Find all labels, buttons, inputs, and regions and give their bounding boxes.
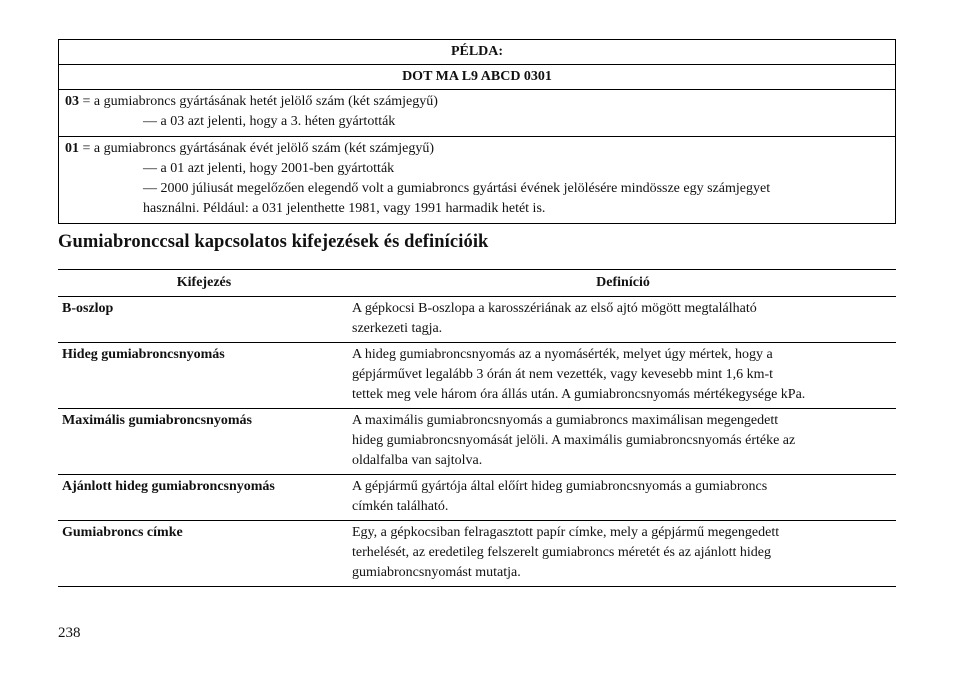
header-definition: Definíció: [350, 270, 896, 297]
definition-cell: [350, 409, 896, 475]
definition-line: terhelését, az eredetileg felszerelt gumiabroncs méretét és az ajánlott hideg: [352, 545, 772, 560]
year-text: = a gumiabroncs gyártásának évét jelölő szám (két számjegyű): [79, 141, 435, 156]
year-line: [65, 139, 889, 159]
term-cell: Hideg gumiabroncsnyomás: [58, 343, 350, 409]
week-text: = a gumiabroncs gyártásának hetét jelölő szám (két számjegyű): [79, 94, 438, 109]
week-definition: [59, 90, 895, 137]
page-number: 238: [58, 625, 81, 641]
definition-line: tettek meg vele három óra állás után. A gumiabroncsnyomás mértékegysége kPa.: [352, 387, 806, 402]
year-detail-1: — a 01 azt jelenti, hogy 2001-ben gyártották: [143, 161, 395, 176]
table-row: [58, 343, 896, 409]
week-line: [65, 92, 889, 112]
dot-code: DOT MA L9 ABCD 0301: [59, 65, 895, 90]
definition-line: A gépjármű gyártója által előírt hideg gumiabroncsnyomás a gumiabroncs: [352, 479, 768, 494]
term-cell: B-oszlop: [58, 297, 350, 343]
table-row: [58, 409, 896, 475]
definition-line: szerkezeti tagja.: [352, 321, 443, 336]
term-cell: Ajánlott hideg gumiabroncsnyomás: [58, 475, 350, 521]
week-detail: — a 03 azt jelenti, hogy a 3. héten gyártották: [143, 114, 396, 129]
example-box: [58, 39, 896, 224]
year-detail-2a: — 2000 júliusát megelőzően elegendő volt a gumiabroncs gyártási évének jelölésére mindössze egy számjegyet: [143, 181, 771, 196]
definition-cell: [350, 521, 896, 587]
year-definition: [59, 137, 895, 223]
table-row: [58, 475, 896, 521]
year-detail-2b: használni. Például: a 031 jelenthette 1981, vagy 1991 harmadik hetét is.: [143, 201, 546, 216]
definition-line: A gépkocsi B-oszlopa a karosszériának az első ajtó mögött megtalálható: [352, 301, 757, 316]
definition-line: A maximális gumiabroncsnyomás a gumiabroncs maximálisan megengedett: [352, 413, 779, 428]
definition-line: gépjárművet legalább 3 órán át nem vezették, vagy kevesebb mint 1,6 km-t: [352, 367, 774, 382]
definition-line: oldalfalba van sajtolva.: [352, 453, 483, 468]
table-row: [58, 521, 896, 587]
year-code: 01: [65, 141, 79, 156]
week-code: 03: [65, 94, 79, 109]
definition-line: Egy, a gépkocsiban felragasztott papír címke, mely a gépjármű megengedett: [352, 525, 780, 540]
term-cell: Maximális gumiabroncsnyomás: [58, 409, 350, 475]
definition-cell: [350, 343, 896, 409]
table-row: [58, 297, 896, 343]
definition-cell: [350, 475, 896, 521]
definition-line: címkén található.: [352, 499, 449, 514]
example-heading: PÉLDA:: [59, 40, 895, 65]
term-cell: Gumiabroncs címke: [62, 525, 183, 540]
section-title: Gumiabronccsal kapcsolatos kifejezések és definícióik: [58, 232, 489, 252]
definition-line: A hideg gumiabroncsnyomás az a nyomásérték, melyet úgy mértek, hogy a: [352, 347, 773, 362]
definition-line: hideg gumiabroncsnyomását jelöli. A maximális gumiabroncsnyomás értéke az: [352, 433, 796, 448]
definition-cell: [350, 297, 896, 343]
terms-header-row: [58, 270, 896, 297]
header-term: Kifejezés: [58, 270, 350, 297]
definition-line: gumiabroncsnyomást mutatja.: [352, 565, 521, 580]
terms-table: [58, 269, 896, 587]
